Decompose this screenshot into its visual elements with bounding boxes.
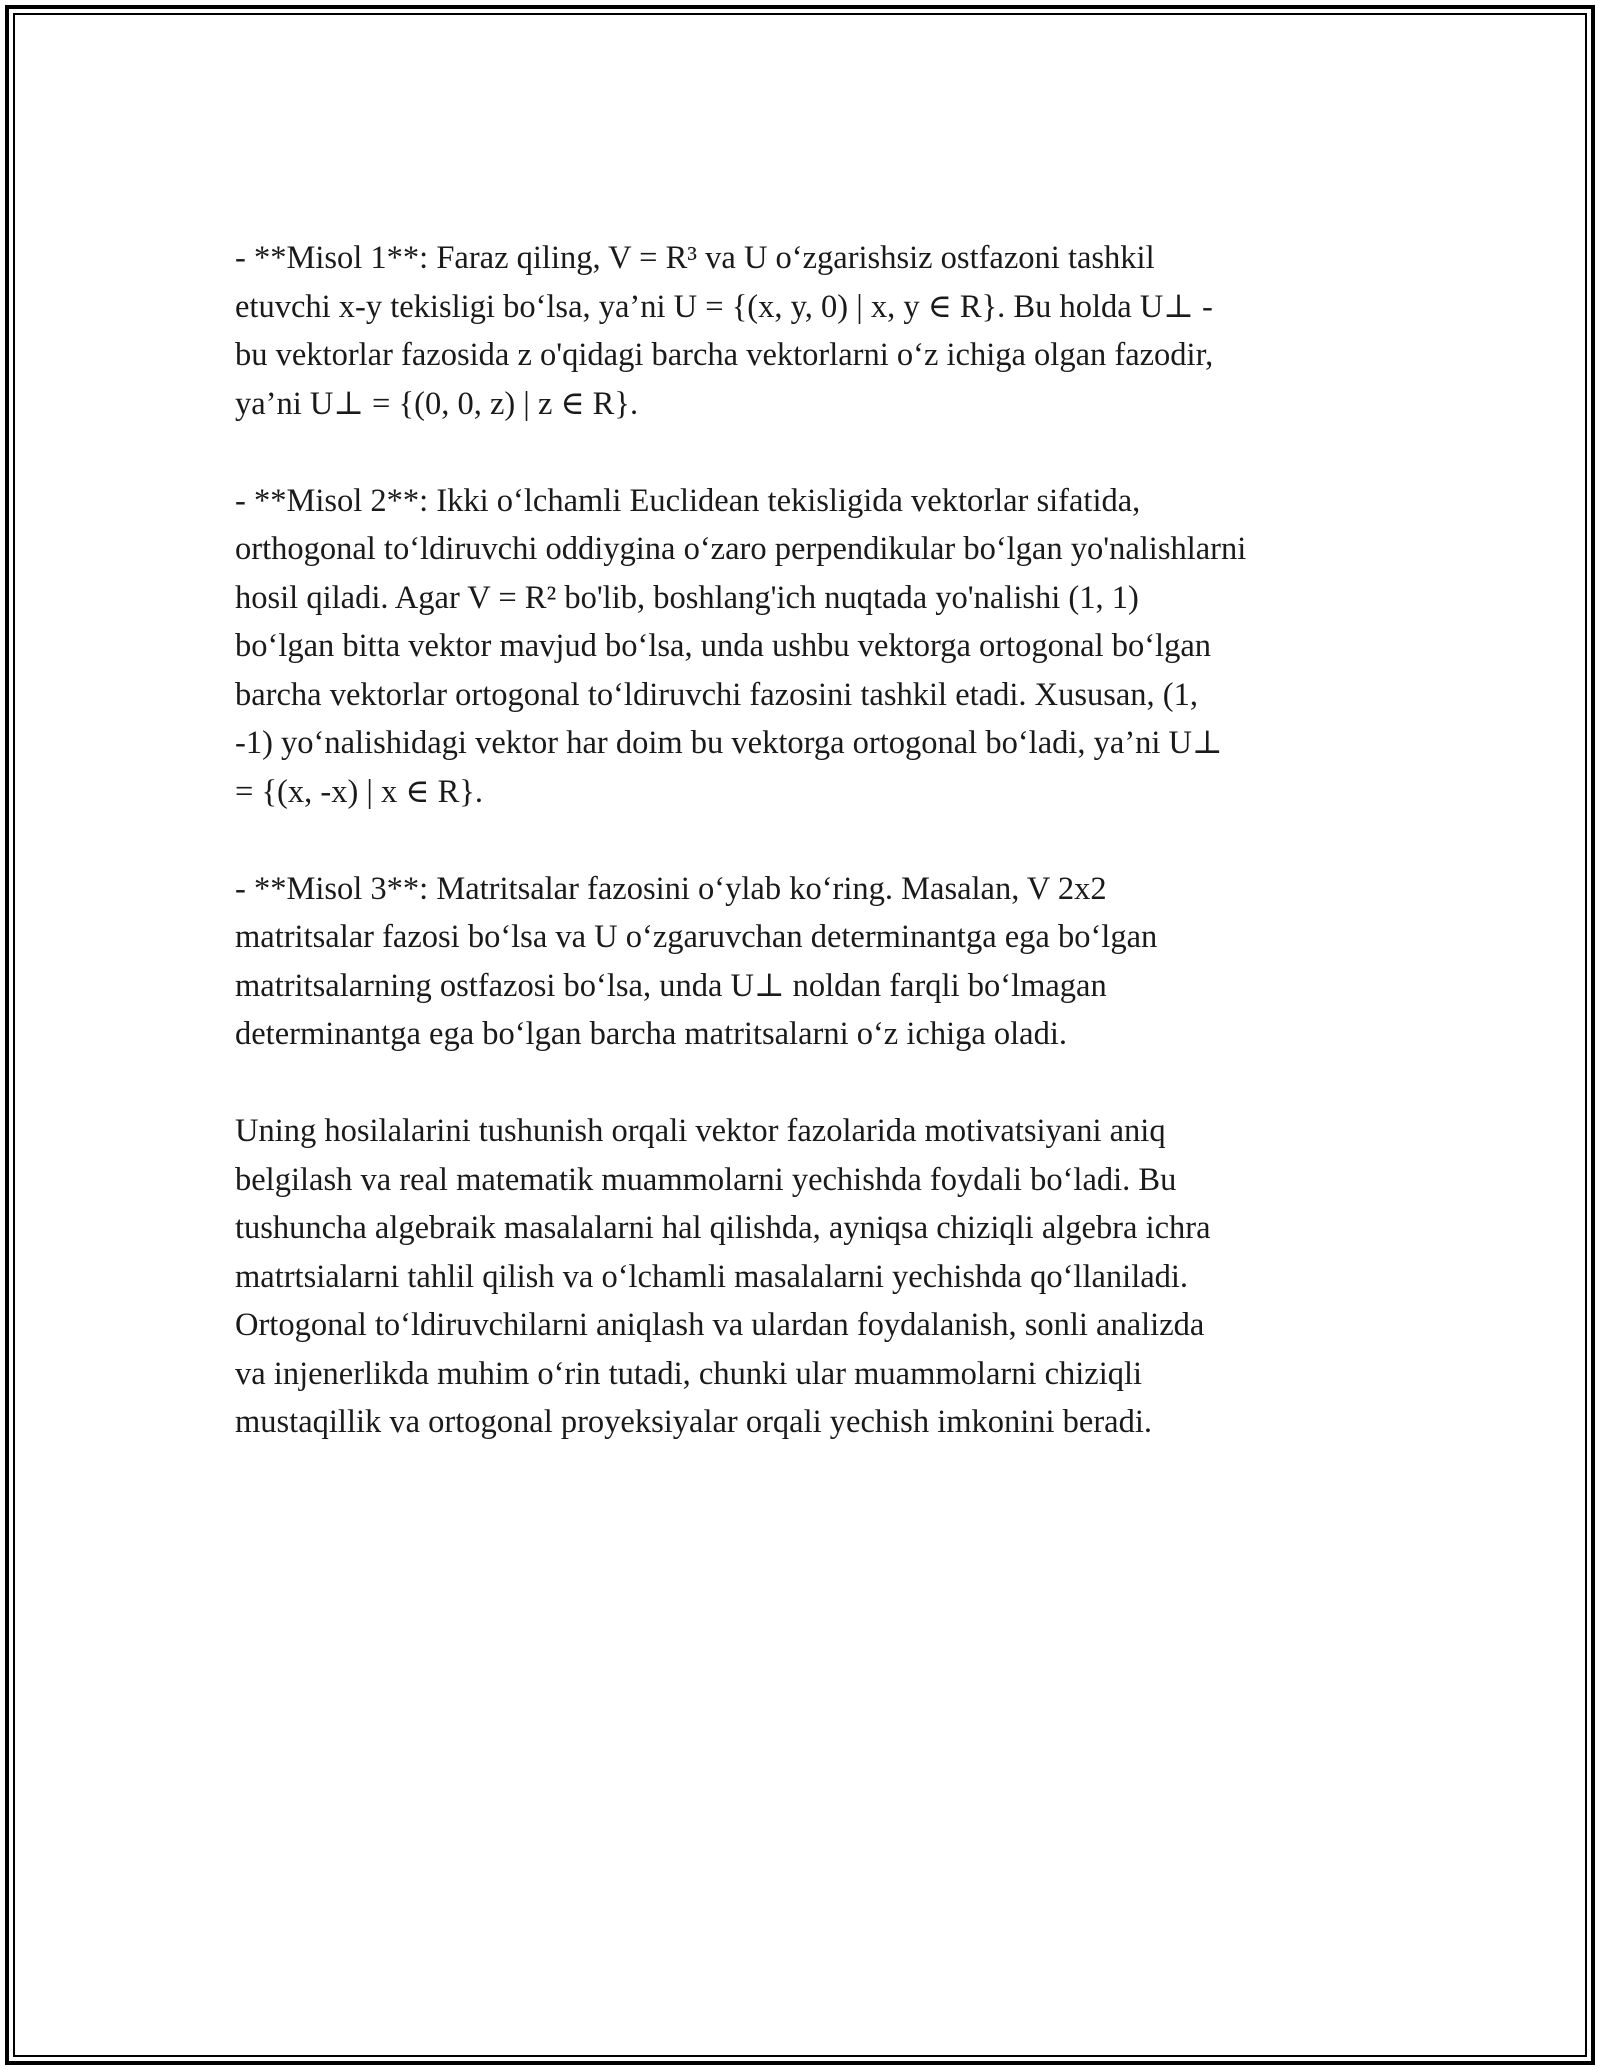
document-body: [235, 234, 1370, 1447]
example-2-paragraph: - **Misol 2**: Ikki o‘lchamli Euclidean tekisligida vektorlar sifatida, orthogonal to‘ldiruvchi oddiygina o‘zaro perpendikular bo‘lgan yo'nalishlarni hosil qiladi. Agar V = R² bo'lib, boshlang'ich nuqtada yo'nalishi (1, 1) bo‘lgan bitta vektor mavjud bo‘lsa, unda ushbu vektorga ortogonal bo‘lgan barcha vektorlar ortogonal to‘ldiruvchi fazosini tashkil etadi. Xususan, (1, -1) yo‘nalishidagi vektor har doim bu vektorga ortogonal bo‘ladi, ya’ni U⊥ = {(x, -x) | x ∈ R}.: [235, 482, 1247, 810]
conclusion-paragraph: Uning hosilalarini tushunish orqali vektor fazolarida motivatsiyani aniq belgilash va real matematik muammolarni yechishda foydali bo‘ladi. Bu tushuncha algebraik masalalarni hal qilishda, ayniqsa chiziqli algebra ichra matrtsialarni tahlil qilish va o‘lchamli masalalarni yechishda qo‘llaniladi. Ortogonal to‘ldiruvchilarni aniqlash va ulardan foydalanish, sonli analizda va injenerlikda muhim o‘rin tutadi, chunki ular muammolarni chiziqli mustaqillik va ortogonal proyeksiyalar orqali yechish imkonini beradi.: [235, 1113, 1211, 1440]
example-3-paragraph: - **Misol 3**: Matritsalar fazosini o‘ylab ko‘ring. Masalan, V 2x2 matritsalar fazosi bo‘lsa va U o‘zgaruvchan determinantga ega bo‘lgan matritsalarning ostfazosi bo‘lsa, unda U⊥ noldan farqli bo‘lmagan determinantga ega bo‘lgan barcha matritsalarni o‘z ichiga oladi.: [235, 870, 1158, 1052]
example-1-paragraph: - **Misol 1**: Faraz qiling, V = R³ va U o‘zgarishsiz ostfazoni tashkil etuvchi x-y tekisligi bo‘lsa, ya’ni U = {(x, y, 0) | x, y ∈ R}. Bu holda U⊥ - bu vektorlar fazosida z o'qidagi barcha vektorlarni o‘z ichiga olgan fazodir, ya’ni U⊥ = {(0, 0, z) | z ∈ R}.: [235, 240, 1214, 422]
